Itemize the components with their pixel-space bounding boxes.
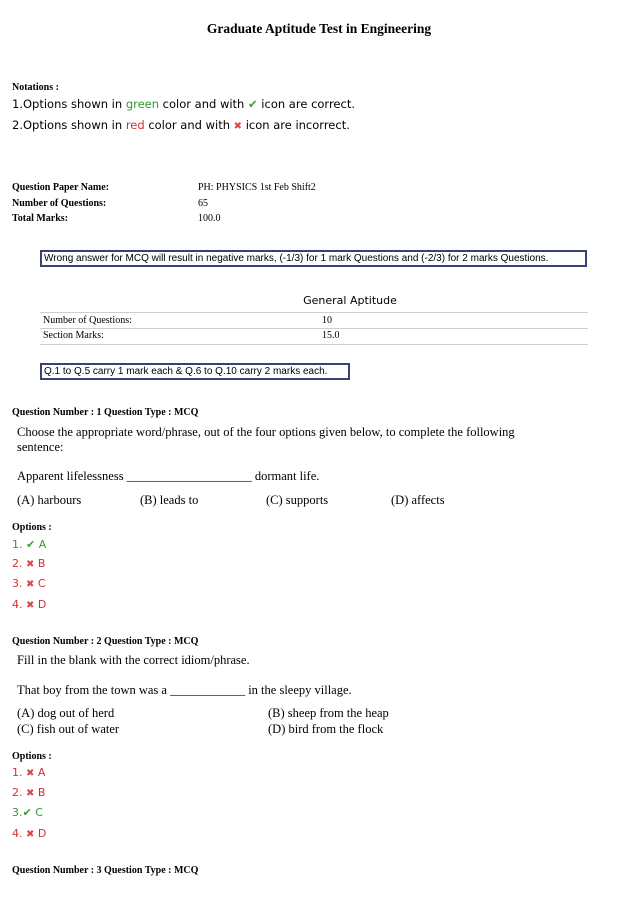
section-row-label: Number of Questions: (43, 315, 132, 326)
options-label: Options : (12, 522, 52, 533)
paper-info-value: 65 (198, 198, 208, 209)
marks-note: Q.1 to Q.5 carry 1 mark each & Q.6 to Q.10 carry 2 marks each. (40, 363, 350, 380)
option-item: 4. ✖ D (12, 827, 47, 840)
check-icon: ✔ (22, 806, 32, 819)
page-title: Graduate Aptitude Test in Engineering (206, 21, 432, 36)
option-item: 2. ✖ B (12, 557, 46, 570)
option-item: 3. ✖ C (12, 577, 46, 590)
question-header: Question Number : 2 Question Type : MCQ (12, 636, 199, 647)
divider (40, 344, 588, 345)
paper-info-value: 100.0 (198, 213, 221, 224)
option-item: 3.✔ C (12, 806, 43, 819)
check-icon: ✔ (248, 97, 258, 111)
divider (40, 312, 588, 313)
answer-choice: (B) leads to (140, 493, 199, 507)
question-sentence: Apparent lifelessness ____________________ dormant life. (17, 469, 320, 483)
option-item: 1. ✖ A (12, 766, 46, 779)
question-sentence: That boy from the town was a ____________ in the sleepy village. (17, 683, 352, 697)
paper-info-label: Question Paper Name: (12, 182, 110, 193)
paper-info-value: PH: PHYSICS 1st Feb Shift2 (198, 182, 316, 193)
cross-icon: ✖ (26, 829, 35, 840)
options-label: Options : (12, 751, 52, 762)
cross-icon: ✖ (233, 121, 243, 132)
question-header: Question Number : 3 Question Type : MCQ (12, 865, 199, 876)
notations-heading: Notations : (12, 82, 59, 93)
section-row-value: 10 (322, 315, 332, 326)
answer-choice: (B) sheep from the heap (268, 706, 389, 720)
divider (40, 328, 588, 329)
question-header: Question Number : 1 Question Type : MCQ (12, 407, 199, 418)
paper-info-label: Total Marks: (12, 213, 69, 224)
check-icon: ✔ (26, 538, 36, 551)
paper-info-label: Number of Questions: (12, 198, 107, 209)
answer-choice: (A) harbours (17, 493, 82, 507)
negative-marking-note: Wrong answer for MCQ will result in negative marks, (-1/3) for 1 mark Questions and (-2/3) for 2 marks Questions. (40, 250, 587, 267)
option-item: 1. ✔ A (12, 538, 47, 551)
cross-icon: ✖ (26, 579, 35, 590)
answer-choice: (C) fish out of water (17, 722, 120, 736)
option-item: 4. ✖ D (12, 598, 47, 611)
section-row-label: Section Marks: (43, 330, 104, 341)
question-stem: Fill in the blank with the correct idiom/phrase. (17, 653, 250, 667)
notation-line-1: 1.Options shown in green color and with ✔ icon are correct. (12, 97, 355, 111)
section-row-value: 15.0 (322, 330, 340, 341)
cross-icon: ✖ (26, 768, 35, 779)
answer-choice: (D) affects (391, 493, 445, 507)
answer-choice: (A) dog out of herd (17, 706, 115, 720)
cross-icon: ✖ (26, 788, 35, 799)
question-stem: sentence: (17, 440, 64, 454)
question-stem: Choose the appropriate word/phrase, out of the four options given below, to complete the following (17, 425, 515, 439)
answer-choice: (C) supports (266, 493, 329, 507)
cross-icon: ✖ (26, 559, 35, 570)
answer-choice: (D) bird from the flock (268, 722, 384, 736)
section-title: General Aptitude (303, 294, 397, 307)
option-item: 2. ✖ B (12, 786, 46, 799)
notation-line-2: 2.Options shown in red color and with ✖ icon are incorrect. (12, 118, 350, 132)
cross-icon: ✖ (26, 600, 35, 611)
